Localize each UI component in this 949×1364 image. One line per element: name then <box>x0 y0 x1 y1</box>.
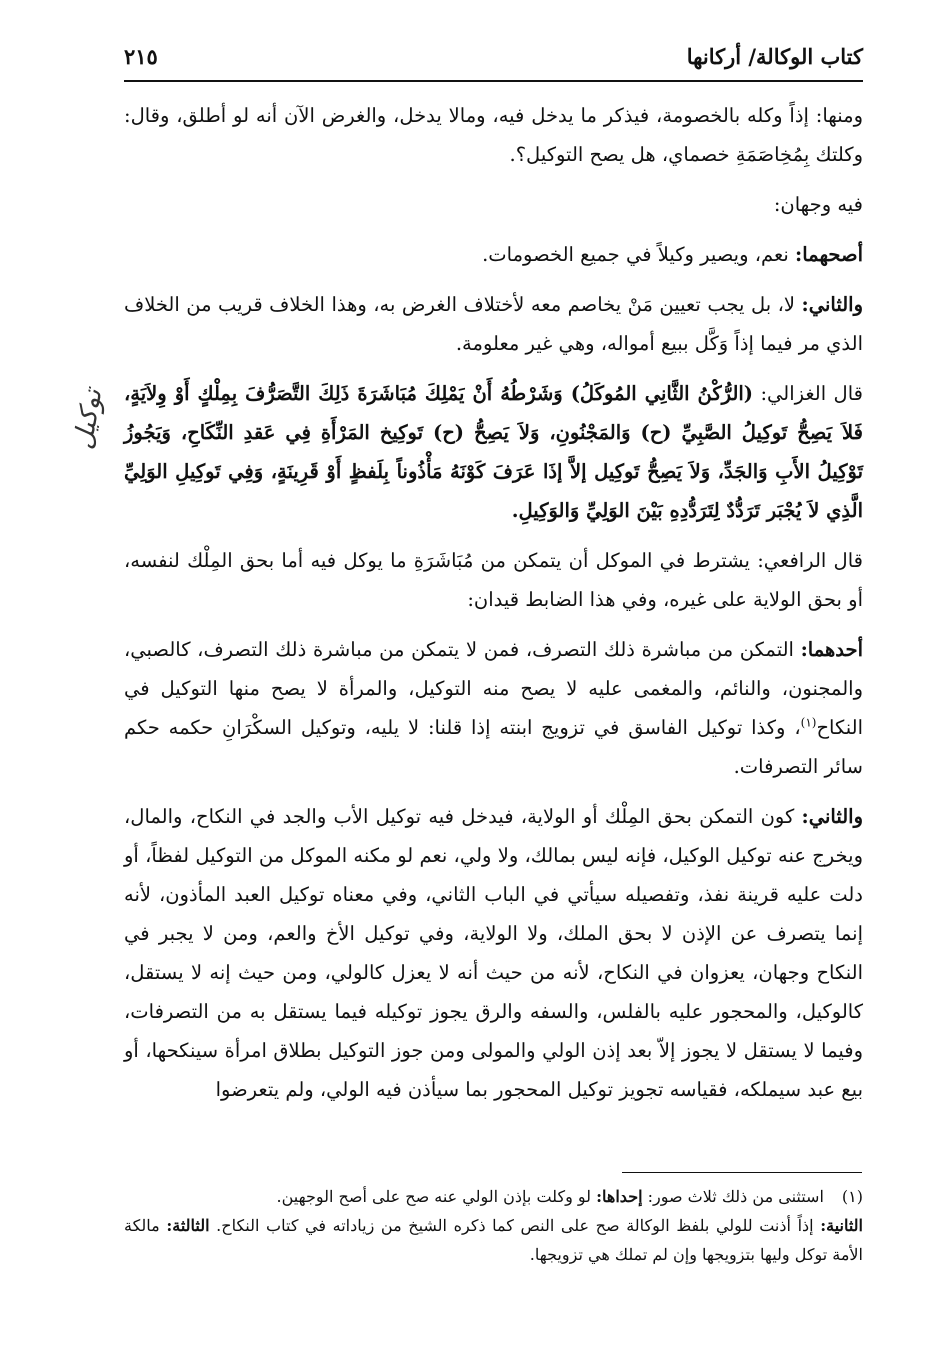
footnote-divider <box>622 1172 862 1173</box>
paragraph-7 <box>124 630 863 786</box>
page-number: ٢١٥ <box>124 44 158 69</box>
paragraph-4-lead: والثاني: <box>801 293 864 316</box>
footnote-line-1 <box>124 1182 863 1211</box>
footnote-1-text-b: لو وكلت بإذن الولي عنه صح على أصح الوجهين. <box>276 1187 597 1206</box>
paragraph-3 <box>124 235 863 274</box>
footnote-3-text: مالكة الأمة توكل وليها بتزويجها وإن لم تملك هي تزويجها. <box>124 1216 863 1264</box>
paragraph-7-text-b: ، وكذا توكيل الفاسق في تزويج ابنته إذا قلنا: لا يليه، وتوكيل السكْرَانِ حكمه حكم سائر التصرفات. <box>124 716 863 778</box>
paragraph-8-lead: والثاني: <box>801 805 863 828</box>
footnote-1-text-a: استثنى من ذلك ثلاث صور: <box>642 1187 824 1206</box>
footnote-line-2 <box>124 1211 863 1269</box>
footnote-2-text: إذاً أذنت للولي بلفظ الوكالة صح على النص كما ذكره الشيخ من زياداته في كتاب النكاح. <box>209 1216 821 1235</box>
paragraph-7-lead: أحدهما: <box>800 638 863 661</box>
footnote-ref[interactable]: (١) <box>800 715 817 730</box>
paragraph-8 <box>124 797 863 1109</box>
paragraph-1: ومنها: إذاً وكله بالخصومة، فيذكر ما يدخل فيه، ومالا يدخل، والغرض الآن أنه لو أطلق، وقال: وكلتك بِمُخِاصَمَةِ خصماي، هل يصح التوكيل؟. <box>124 104 863 166</box>
paragraph-3-lead: أصحهما: <box>795 243 863 266</box>
footnote-number: (١) <box>841 1187 863 1206</box>
footnote-3-lead: الثالثة: <box>166 1216 210 1235</box>
paragraph-7-text-a: التمكن من مباشرة ذلك التصرف، فمن لا يتمكن من مباشرة ذلك التصرف، كالصبي، والمجنون، والنائم، والمغمى عليه لا يصح منه التوكيل، والمرأة لا يصح منها التوكيل في النكاح <box>124 638 863 739</box>
header-title: كتاب الوكالة/ أركانها <box>686 44 863 69</box>
footnotes <box>124 1182 863 1269</box>
footnote-2-lead: الثانية: <box>820 1216 863 1235</box>
footnote-1-lead: إحداها: <box>596 1187 643 1206</box>
paragraph-5 <box>124 374 863 530</box>
paragraph-8-text: كون التمكن بحق المِلْك أو الولاية، فيدخل فيه توكيل الأب والجد في النكاح، والمال، ويخرج عنه توكيل الوكيل، فإنه ليس بمالك، ولا ولي، نعم لو مكنه الموكل من التوكيل لفظاً، أو دلت عليه قرينة نفذ، وتفصيله سيأتي في الباب الثاني، وفي معناه توكيل العبد المأذون، لأنه إنما يتصرف عن الإذن لا بحق الملك، ولا الولاية، وفي توكيل الأخ والعم، ومن لا يجبر في النكاح وجهان، يعزوان في النكاح، لأنه من حيث أنه لا يعزل كالولي، ومن حيث إنه لا يستقل، كالوكيل، والمحجور عليه بالفلس، والسفه والرق يجوز توكيله فيما يستقل به من التصرفات، وفيما لا يستقل لا يجوز إلاّ بعد إذن الولي والمولى ومن جوز التوكيل بطلاق امرأة سينكحها، أو بيع عبد سيملكه، فقياسه تجويز توكيل المحجور بما سيأذن فيه الولي، ولم يتعرضوا <box>124 805 863 1101</box>
handwritten-margin-note: توكيل <box>68 386 109 452</box>
paragraph-5-lead: قال الغزالي: <box>753 382 863 405</box>
running-header <box>124 38 863 82</box>
paragraph-4 <box>124 285 863 363</box>
paragraph-3-text: نعم، ويصير وكيلاً في جميع الخصومات. <box>482 243 796 266</box>
paragraph-6: قال الرافعي: يشترط في الموكل أن يتمكن من مُبَاشَرَةِ ما يوكل فيه أما بحق المِلْك لنفسه، أو بحق الولاية على غيره، وفي هذا الضابط قيدان: <box>124 549 863 611</box>
main-text <box>124 96 863 1120</box>
paragraph-4-text: لا، بل يجب تعيين مَنْ يخاصم معه لأختلاف الغرض به، وهذا الخلاف قريب من الخلاف الذي مر فيما إذاً وَكَّل ببيع أمواله، وهي غير معلومة. <box>124 293 863 355</box>
paragraph-2: فيه وجهان: <box>773 193 863 216</box>
paragraph-5-matn: (الرُّكْنُ الثَّانِي المُوكَلُ) وَشَرْطُهُ أَنْ يَمْلِكَ مُبَاشَرَةَ ذَلِكَ التَّصَرُّفَ بِمِلْكٍ أَوْ وِلاَيَةٍ، فَلاَ يَصِحُّ تَوكِيلُ الصَّبِيِّ (ح) وَالمَجْنُونِ، وَلاَ يَصِحُّ (ح) تَوكِيخ المَرْأَةِ فِي عَقدِ النِّكَاحِ، وَيَجُوزُ تَوْكِيلُ الأَبِ وَالجَدِّ، وَلاَ يَصِحُّ تَوكِيل إلاَّ إذَا عَرَفَ كَوْنَهُ مَأْذُوناً بِلَفظٍ أَوْ قَرِينَةٍ، وَفِي تَوكِيلِ الوَلِيِّ الَّذِي لاَ يُجْبَر تَرَدُّدٌ لِتَرَدُّدِهِ بَيْنَ الوَلِيِّ وَالوَكِيلِ. <box>124 382 863 522</box>
